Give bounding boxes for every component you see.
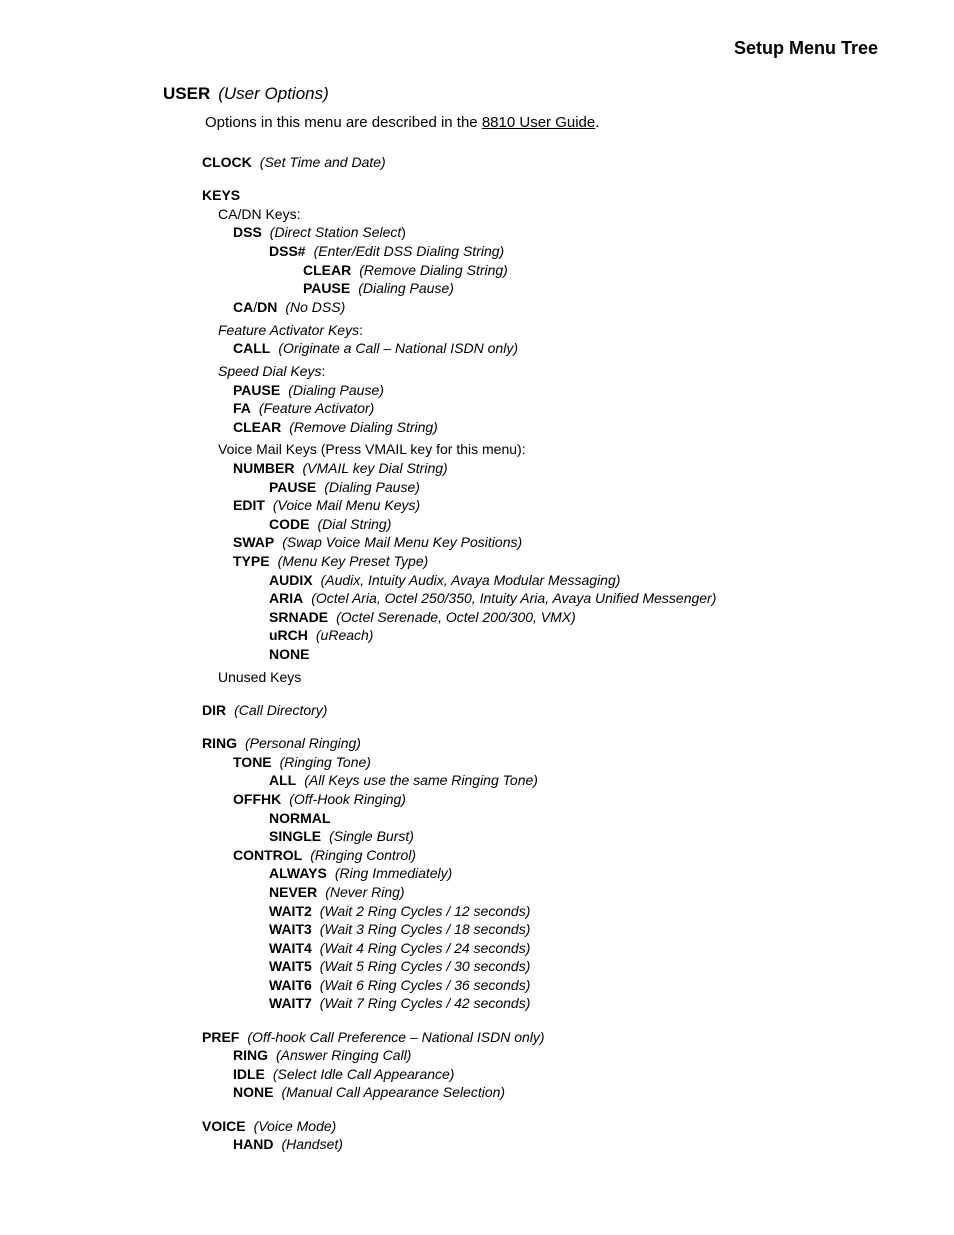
subheading-text: Feature Activator Keys — [218, 321, 360, 338]
menu-description: (Manual Call Appearance Selection) — [281, 1084, 506, 1101]
section-keyword: USER — [163, 84, 211, 103]
menu-item-voice — [0, 1117, 954, 1136]
menu-description-close: ) — [401, 224, 406, 241]
intro-period: . — [595, 114, 600, 131]
menu-description: (No DSS) — [285, 298, 346, 315]
menu-item-dss-clear — [0, 261, 954, 280]
menu-item-always — [0, 864, 954, 883]
menu-description: (Ringing Control) — [310, 846, 417, 863]
menu-keyword: WAIT7 — [269, 995, 312, 1012]
subheading-cadn-keys: CA/DN Keys: — [218, 205, 301, 222]
menu-item-pref-none — [0, 1083, 954, 1102]
menu-keyword: NUMBER — [233, 460, 295, 477]
menu-item-tone — [0, 753, 954, 772]
menu-description: (Call Directory) — [234, 701, 328, 718]
subheading-speed-dial-keys — [0, 362, 954, 381]
menu-keyword: WAIT5 — [269, 958, 312, 975]
menu-description: (VMAIL key Dial String) — [302, 460, 448, 477]
menu-description: (Voice Mode) — [253, 1117, 337, 1134]
subheading-voice-mail-keys: Voice Mail Keys (Press VMAIL key for this menu): — [218, 441, 526, 458]
menu-item-never — [0, 883, 954, 902]
menu-keyword: NEVER — [269, 883, 318, 900]
menu-item-all — [0, 771, 954, 790]
menu-item-wait5 — [0, 957, 954, 976]
menu-keyword: KEYS — [202, 187, 241, 204]
menu-item-clock — [0, 153, 954, 172]
menu-keyword: RING — [233, 1047, 268, 1064]
menu-description: (Wait 2 Ring Cycles / 12 seconds) — [319, 902, 531, 919]
menu-keyword: NONE — [233, 1084, 274, 1101]
menu-keyword: WAIT3 — [269, 921, 312, 938]
menu-keyword: WAIT6 — [269, 976, 312, 993]
menu-keyword: FA — [233, 400, 251, 417]
menu-keyword: CLEAR — [303, 261, 352, 278]
menu-item-urch — [0, 626, 954, 645]
menu-item-swap — [0, 533, 954, 552]
menu-description: (Handset) — [281, 1136, 343, 1153]
menu-description: (Off-Hook Ringing) — [289, 790, 406, 807]
menu-item-number-pause — [0, 478, 954, 497]
menu-item-none — [0, 645, 954, 664]
menu-keyword: DSS# — [269, 242, 306, 259]
menu-description: (Wait 6 Ring Cycles / 36 seconds) — [319, 976, 531, 993]
menu-description: (Dial String) — [317, 515, 392, 532]
menu-description: (Enter/Edit DSS Dialing String) — [313, 242, 505, 259]
menu-description: (Menu Key Preset Type) — [277, 553, 429, 570]
menu-description: (Audix, Intuity Audix, Avaya Modular Messaging) — [320, 571, 621, 588]
menu-item-wait7 — [0, 994, 954, 1013]
menu-keyword: uRCH — [269, 627, 308, 644]
menu-keyword: AUDIX — [269, 571, 313, 588]
menu-item-audix — [0, 571, 954, 590]
subheading-feature-activator-keys — [0, 321, 954, 340]
menu-keyword: DSS — [233, 224, 262, 241]
menu-item-sd-pause — [0, 381, 954, 400]
menu-keyword: RING — [202, 735, 237, 752]
menu-item-aria — [0, 589, 954, 608]
menu-keyword: OFFHK — [233, 790, 282, 807]
subheading-unused-keys: Unused Keys — [218, 668, 302, 685]
menu-keyword: TYPE — [233, 553, 270, 570]
subheading-text: Speed Dial Keys — [218, 362, 322, 379]
menu-description: (Wait 5 Ring Cycles / 30 seconds) — [319, 958, 531, 975]
page-header-title: Setup Menu Tree — [733, 38, 878, 58]
menu-description: (Octel Aria, Octel 250/350, Intuity Aria, Avaya Unified Messenger) — [311, 590, 717, 607]
menu-keyword: CLEAR — [233, 418, 282, 435]
menu-description: (Single Burst) — [329, 828, 414, 845]
menu-description: (uReach) — [315, 627, 374, 644]
menu-keyword: IDLE — [233, 1065, 265, 1082]
menu-description: (Never Ring) — [325, 883, 405, 900]
menu-item-type — [0, 552, 954, 571]
menu-description: (Dialing Pause) — [324, 478, 420, 495]
menu-keyword: EDIT — [233, 497, 265, 514]
menu-item-keys — [0, 186, 954, 205]
menu-item-ring — [0, 734, 954, 753]
menu-item-pref-idle — [0, 1065, 954, 1084]
menu-keyword: WAIT2 — [269, 902, 312, 919]
menu-keyword: VOICE — [202, 1117, 246, 1134]
menu-item-wait3 — [0, 920, 954, 939]
menu-description: (Set Time and Date) — [259, 154, 386, 170]
menu-item-wait2 — [0, 902, 954, 921]
menu-description: (Wait 3 Ring Cycles / 18 seconds) — [319, 921, 531, 938]
section-description: (User Options) — [218, 84, 329, 103]
menu-keyword: ARIA — [269, 590, 304, 607]
menu-keyword: PAUSE — [303, 280, 351, 297]
menu-item-cadn — [0, 298, 954, 317]
menu-keyword: CALL — [233, 340, 271, 357]
intro-text: Options in this menu are described in the — [205, 114, 482, 131]
section-title — [163, 84, 329, 104]
menu-description: (Direct Station Select — [269, 224, 402, 241]
menu-item-dss — [0, 223, 954, 242]
menu-description: (Wait 4 Ring Cycles / 24 seconds) — [319, 939, 531, 956]
menu-keyword: CODE — [269, 515, 310, 532]
user-guide-link[interactable]: 8810 User Guide — [481, 114, 596, 131]
menu-slash: / — [253, 298, 258, 315]
menu-keyword: SWAP — [233, 534, 275, 551]
menu-description: (Feature Activator) — [258, 400, 375, 417]
menu-keyword: NONE — [269, 646, 310, 662]
menu-keyword: CA — [233, 298, 254, 315]
subheading-colon: : — [321, 362, 326, 379]
menu-item-call — [0, 339, 954, 358]
menu-description: (Dialing Pause) — [288, 381, 384, 398]
menu-item-control — [0, 846, 954, 865]
menu-item-dir — [0, 701, 954, 720]
menu-item-offhk — [0, 790, 954, 809]
menu-keyword: HAND — [233, 1136, 274, 1153]
menu-item-sd-clear — [0, 418, 954, 437]
menu-keyword: TONE — [233, 753, 272, 770]
menu-description: (Remove Dialing String) — [359, 261, 508, 278]
menu-keyword: CLOCK — [202, 154, 252, 170]
menu-item-wait4 — [0, 939, 954, 958]
menu-keyword: CONTROL — [233, 846, 303, 863]
menu-item-srnade — [0, 608, 954, 627]
menu-item-number — [0, 459, 954, 478]
menu-item-dss-pause — [0, 279, 954, 298]
menu-description: (Wait 7 Ring Cycles / 42 seconds) — [319, 995, 531, 1012]
menu-item-code — [0, 515, 954, 534]
menu-description: (Personal Ringing) — [245, 735, 361, 752]
menu-item-single — [0, 827, 954, 846]
menu-tree — [0, 153, 954, 1154]
menu-keyword: DN — [257, 298, 278, 315]
menu-description: (Answer Ringing Call) — [276, 1047, 412, 1064]
menu-keyword: PAUSE — [233, 381, 281, 398]
menu-description: (Select Idle Call Appearance) — [272, 1065, 455, 1082]
menu-item-dss-num — [0, 242, 954, 261]
menu-keyword: ALWAYS — [269, 865, 327, 882]
menu-description: (Voice Mail Menu Keys) — [272, 497, 421, 514]
intro-paragraph — [205, 114, 599, 131]
menu-item-hand — [0, 1135, 954, 1154]
menu-description: (All Keys use the same Ringing Tone) — [304, 772, 538, 789]
menu-keyword: PAUSE — [269, 478, 317, 495]
menu-item-wait6 — [0, 976, 954, 995]
menu-description: (Octel Serenade, Octel 200/300, VMX) — [336, 608, 576, 625]
menu-description: (Off-hook Call Preference – National ISDN only) — [247, 1028, 545, 1045]
menu-description: (Ringing Tone) — [279, 753, 371, 770]
menu-keyword: SINGLE — [269, 828, 322, 845]
menu-description: (Originate a Call – National ISDN only) — [278, 340, 518, 357]
menu-item-normal — [0, 809, 954, 828]
menu-item-pref-ring — [0, 1046, 954, 1065]
menu-description: (Swap Voice Mail Menu Key Positions) — [282, 534, 523, 551]
menu-description: (Dialing Pause) — [358, 280, 454, 297]
menu-keyword: PREF — [202, 1028, 240, 1045]
menu-description: (Ring Immediately) — [334, 865, 453, 882]
menu-keyword: NORMAL — [269, 809, 331, 826]
menu-item-edit — [0, 496, 954, 515]
menu-item-sd-fa — [0, 399, 954, 418]
menu-keyword: DIR — [202, 701, 227, 718]
subheading-colon: : — [359, 321, 363, 338]
menu-keyword: ALL — [269, 772, 297, 789]
menu-keyword: WAIT4 — [269, 939, 312, 956]
menu-description: (Remove Dialing String) — [289, 418, 438, 435]
menu-item-pref — [0, 1028, 954, 1047]
menu-keyword: SRNADE — [269, 608, 329, 625]
